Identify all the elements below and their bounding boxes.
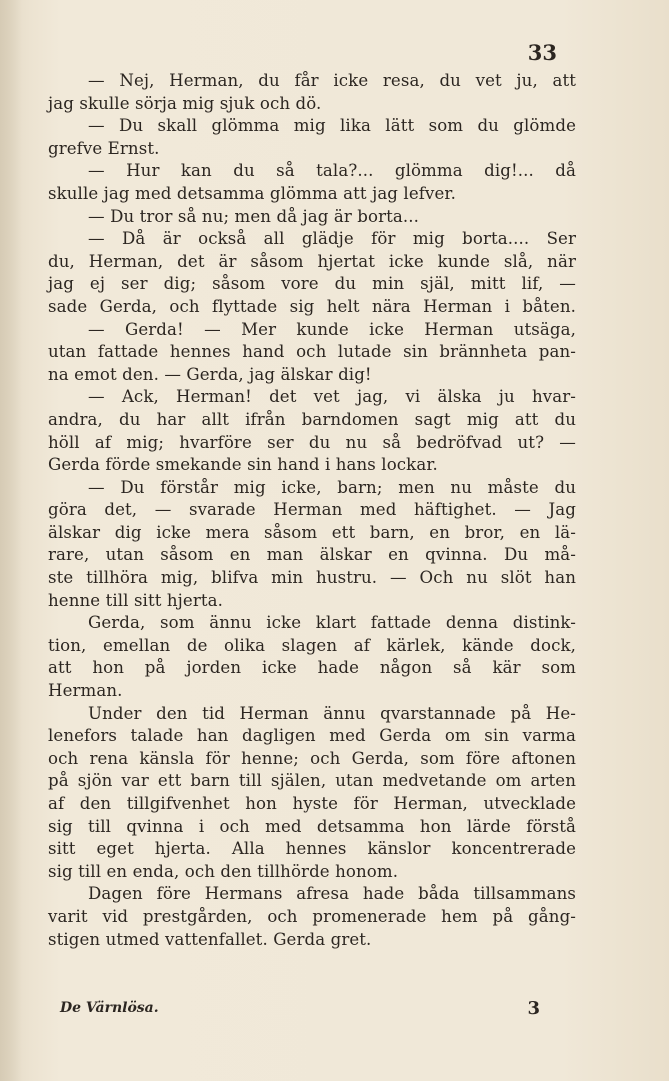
text-line: grefve Ernst. xyxy=(48,138,160,158)
text-line: — Du förstår mig icke, barn; men nu måste du xyxy=(88,477,576,497)
text-line: rare, utan såsom en man älskar en qvinna. Du må- xyxy=(48,545,576,565)
text-line: älskar dig icke mera såsom ett barn, en bror, en lä- xyxy=(48,522,576,542)
text-line: skulle jag med detsamma glömma att jag lefver. xyxy=(48,183,456,203)
text-line: ste tillhöra mig, blifva min hustru. — Och nu slöt han xyxy=(48,568,576,588)
text-line: sitt eget hjerta. Alla hennes känslor koncentrerade xyxy=(48,839,576,859)
page-number: 33 xyxy=(527,40,557,65)
text-line: utan fattade hennes hand och lutade sin brännheta pan- xyxy=(48,342,576,362)
text-line: sig till qvinna i och med detsamma hon lärde förstå xyxy=(48,816,576,836)
body-text xyxy=(48,70,576,951)
text-line: henne till sitt hjerta. xyxy=(48,590,223,610)
text-line: — Nej, Herman, du får icke resa, du vet ju, att xyxy=(88,71,576,90)
text-line: göra det, — svarade Herman med häftighet. — Jag xyxy=(48,500,576,520)
text-line: stigen utmed vattenfallet. Gerda gret. xyxy=(48,929,372,949)
text-line: och rena känsla för henne; och Gerda, som före aftonen xyxy=(48,748,576,768)
text-line: på sjön var ett barn till själen, utan medvetande om arten xyxy=(48,771,576,791)
text-line: Gerda, som ännu icke klart fattade denna distink- xyxy=(88,613,576,633)
text-line: — Gerda! — Mer kunde icke Herman utsäga, xyxy=(88,319,576,339)
text-line: — Du tror så nu; men då jag är borta... xyxy=(88,206,420,226)
text-line: Herman. xyxy=(48,681,123,701)
text-line: varit vid prestgården, och promenerade hem på gång- xyxy=(48,906,576,926)
text-line: — Du skall glömma mig lika lätt som du glömde xyxy=(88,116,576,136)
text-line: jag skulle sörja mig sjuk och dö. xyxy=(48,93,322,113)
text-line: jag ej ser dig; såsom vore du min själ, mitt lif, — xyxy=(48,274,576,294)
text-line: Under den tid Herman ännu qvarstannade på He- xyxy=(88,703,576,723)
text-line: af den tillgifvenhet hon hyste för Herman, utvecklade xyxy=(48,794,576,813)
sheet-number: 3 xyxy=(527,998,540,1019)
text-line: sig till en enda, och den tillhörde honom. xyxy=(48,861,399,881)
text-line: — Då är också all glädje för mig borta.... Ser xyxy=(88,229,576,249)
text-line: sade Gerda, och flyttade sig helt nära Herman i båten. xyxy=(48,296,576,316)
text-line: Gerda förde smekande sin hand i hans lockar. xyxy=(48,455,438,475)
text-line: na emot den. — Gerda, jag älskar dig! xyxy=(48,364,372,384)
text-line: — Hur kan du så tala?... glömma dig!... då xyxy=(88,161,576,181)
text-line: — Ack, Herman! det vet jag, vi älska ju hvar- xyxy=(88,387,576,407)
page-footer xyxy=(60,1000,540,1024)
text-line: höll af mig; hvarföre ser du nu så bedröfvad ut? — xyxy=(48,432,576,452)
text-line: tion, emellan de olika slagen af kärlek, kände dock, xyxy=(48,635,576,655)
signature-mark: De Värnlösa. xyxy=(60,1000,159,1016)
text-line: Dagen före Hermans afresa hade båda tillsammans xyxy=(88,884,576,904)
text-line: att hon på jorden icke hade någon så kär som xyxy=(48,658,576,678)
text-line: lenefors talade han dagligen med Gerda om sin varma xyxy=(48,726,576,746)
text-line: andra, du har allt ifrån barndomen sagt mig att du xyxy=(48,409,576,429)
text-line: du, Herman, det är såsom hjertat icke kunde slå, när xyxy=(48,251,576,271)
page-gutter-shadow xyxy=(0,0,22,1081)
